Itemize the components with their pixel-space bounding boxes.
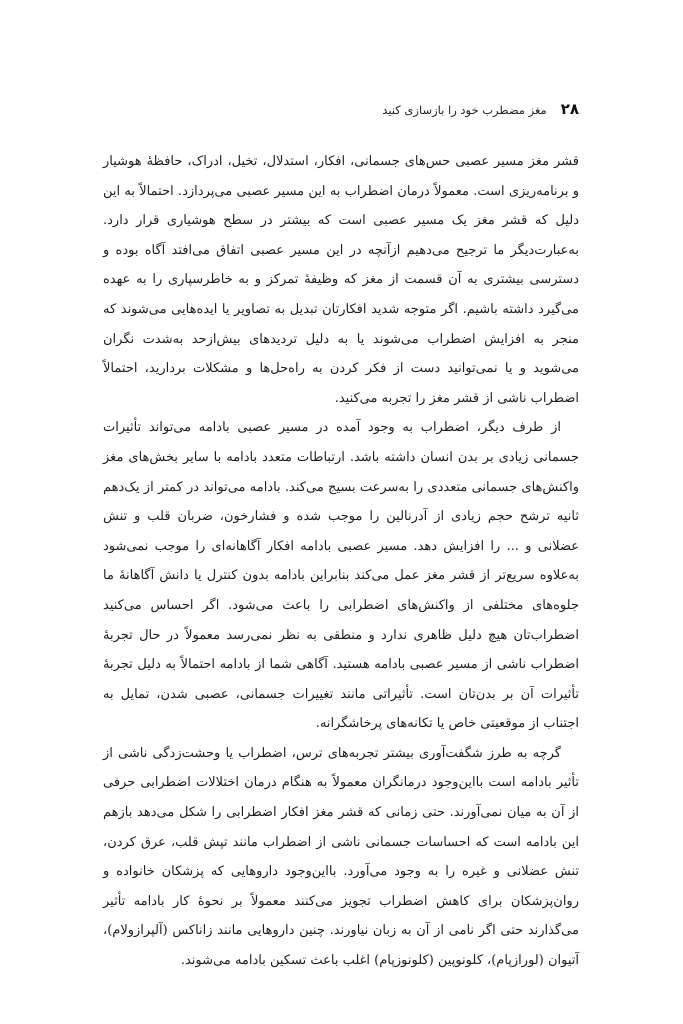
page-number: ۲۸ (560, 100, 579, 118)
paragraph: قشر مغز مسیر عصبی حس‌های جسمانی، افکار، استدلال، تخیل، ادراک، حافظهٔ هوشیار و برنامه‌ریزی است. معمولاً درمان اضطراب به این مسیر عصبی می‌پردازد. احتمالاً به این دلیل که قشر مغز یک مسیر عصبی است که بیشتر در سطح هوشیاری قرار دارد. به‌عبارت‌دیگر ما ترجیح می‌دهیم ازآنچه در این مسیر عصبی اتفاق می‌افتد آگاه بوده و دسترسی بیشتری به آن قسمت از مغز که وظیفهٔ تمرکز و به خاطرسپاری را به عهده می‌گیرد داشته باشیم. اگر متوجه شدید افکارتان تبدیل به تصاویر یا ایده‌هایی می‌شوند که منجر به افزایش اضطراب می‌شوند یا به دلیل تردیدهای بیش‌ازحد به‌شدت نگران می‌شوید و یا نمی‌توانید دست از فکر کردن به راه‌حل‌ها و مشکلات بردارید، احتمالاً اضطراب ناشی از قشر مغز را تجربه می‌کنید. (103, 154, 579, 406)
paragraph: گرچه به طرز شگفت‌آوری بیشتر تجربه‌های ترس، اضطراب یا وحشت‌زدگی ناشی از تأثیر بادامه است بااین‌وجود درمانگران معمولاً به هنگام درمان اختلالات اضطرابی حرفی از آن به میان نمی‌آورند. حتی زمانی که قشر مغز افکار اضطرابی را شکل می‌دهد بازهم این بادامه است که احساسات جسمانی ناشی از اضطراب مانند تپش قلب، عرق کردن، تنش عضلانی و غیره را به وجود می‌آورد. بااین‌وجود داروهایی که پزشکان خانواده و روان‌پزشکان برای کاهش اضطراب تجویز می‌کنند معمولاً بر نحوهٔ کار بادامه تأثیر می‌گذارند حتی اگر نامی از آن به زبان نیاورند. چنین داروهایی مانند زاناکس (آلپرازولام)، آتیوان (لورازپام)، کلونوپین (کلونوزپام) اغلب باعث تسکین بادامه می‌شوند. (103, 745, 579, 969)
book-title: مغز مضطرب خود را بازسازی کنید (382, 103, 547, 117)
running-header (104, 100, 579, 124)
paragraph: از طرف دیگر، اضطراب به وجود آمده در مسیر عصبی بادامه می‌تواند تأثیرات جسمانی زیادی بر بدن انسان داشته باشد. ارتباطات متعدد بادامه با سایر بخش‌های مغز واکنش‌های جسمانی متعددی را به‌سرعت بسیج می‌کند. بادامه می‌تواند در کمتر از یک‌دهم ثانیه ترشح حجم زیادی از آدرنالین را موجب شده و فشارخون، ضربان قلب و تنش عضلانی و ... را افزایش دهد. مسیر عصبی بادامه افکار آگاهانه‌ای را موجب نمی‌شود به‌علاوه سریع‌تر از قشر مغز عمل می‌کند بنابراین بادامه بدون کنترل یا دانش آگاهانهٔ ما جلوه‌های مختلفی از واکنش‌های اضطرابی را باعث می‌شود. اگر احساس می‌کنید اضطراب‌تان هیچ دلیل ظاهری ندارد و منطقی به نظر نمی‌رسد معمولاً در حال تجربهٔ اضطراب ناشی از مسیر عصبی بادامه هستید. آگاهی شما از بادامه احتمالاً به دلیل تجربهٔ تأثیرات آن بر بدن‌تان است. تأثیراتی مانند تغییرات جسمانی، عصبی شدن، تمایل به اجتناب از موقعیتی خاص یا تکانه‌های پرخاشگرانه. (103, 420, 579, 732)
body-text (103, 147, 579, 976)
